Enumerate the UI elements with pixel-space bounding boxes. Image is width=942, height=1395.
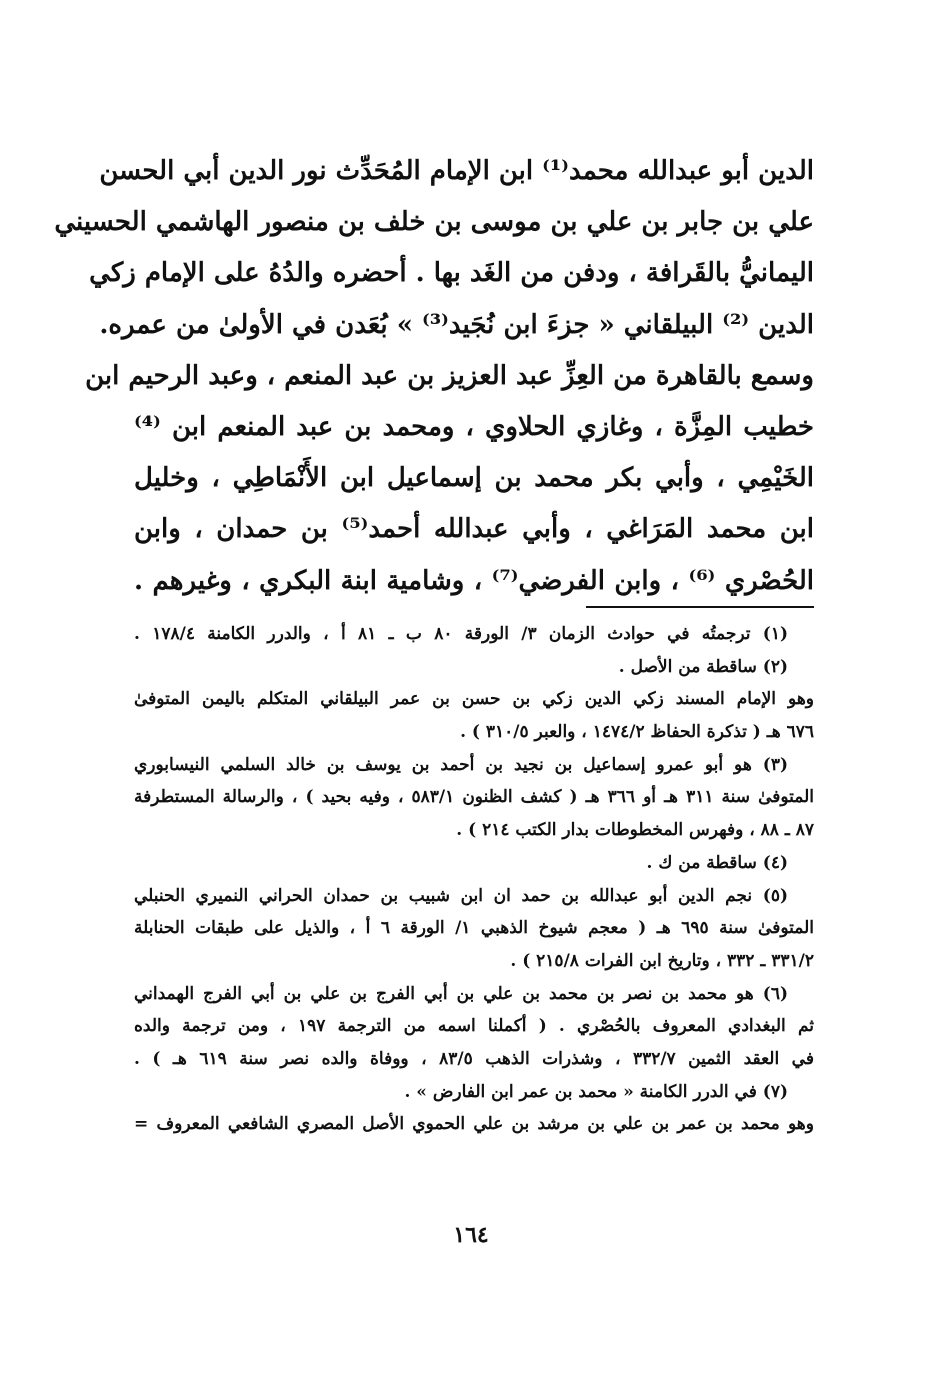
footnote-line: (٧) في الدرر الكامنة « محمد بن عمر ابن الفارض » .	[404, 1081, 788, 1102]
footnote-line: المتوفىٰ سنة ٦٩٥ هـ ( معجم شيوخ الذهبي ١/ الورقة ٦ أ ، والذيل على طبقات الحنابلة	[134, 918, 814, 939]
main-text-line: الخَيْمِي ، وأبي بكر محمد بن إسماعيل ابن الأَنْمَاطِي ، وخليل	[134, 463, 814, 494]
footnote-line: ٣٣١/٢ ـ ٣٣٢ ، وتاريخ ابن الفرات ٢١٥/٨ ) .	[510, 950, 814, 971]
footnote-line: وهو الإمام المسند زكي الدين زكي بن حسن بن عمر البيلقاني المتكلم باليمن المتوفىٰ	[134, 689, 814, 710]
footnote-line: ٦٧٦ هـ ( تذكرة الحفاظ ١٤٧٤/٢ ، والعبر ٣١٠/٥ ) .	[460, 722, 814, 743]
footnote-line: ٨٧ ـ ٨٨ ، وفهرس المخطوطات بدار الكتب ٢١٤ ) .	[456, 820, 814, 841]
main-text-block	[54, 146, 815, 607]
footnote-line: (١) ترجمتُه في حوادث الزمان ٣/ الورقة ٨٠ ب ـ ٨١ أ ، والدرر الكامنة ١٧٨/٤ .	[134, 624, 788, 644]
main-text-line: وسمع بالقاهرة من العِزِّ عبد العزيز بن عبد المنعم ، وعبد الرحيم ابن	[85, 360, 814, 391]
main-text-line: خطيب المِزَّة ، وغازي الحلاوي ، ومحمد بن عبد المنعم ابن ⁽⁴⁾	[134, 411, 814, 442]
footnote-line: وهو محمد بن عمر بن علي بن مرشد بن علي الحموي الأصل المصري الشافعي المعروف =	[134, 1114, 814, 1135]
main-text-line: علي بن جابر بن علي بن موسى بن خلف بن منصور الهاشمي الحسيني	[54, 207, 814, 238]
footnotes-block	[134, 618, 814, 1141]
footnote-line: (٢) ساقطة من الأصل .	[618, 656, 788, 677]
footnote-line: (٥) نجم الدين أبو عبدالله بن حمد ان ابن شبيب بن حمدان الحراني النميري الحنبلي	[134, 885, 788, 906]
main-text-line: الدين ⁽²⁾ البيلقاني « جزءَ ابن نُجَيد⁽³⁾ » بُعَدن في الأولىٰ من عمره.	[99, 309, 814, 340]
main-text-line: الحُصْري ⁽⁶⁾ ، وابن الفرضي⁽⁷⁾ ، وشامية ابنة البكري ، وغيرهم .	[134, 565, 814, 596]
footnote-line: (٤) ساقطة من ك .	[646, 852, 788, 873]
footnote-line: (٣) هو أبو عمرو إسماعيل بن نجيد بن أحمد بن يوسف بن خالد السلمي النيسابوري	[134, 754, 788, 775]
footnote-line: ثم البغدادي المعروف بالحُصْري . ( أكملنا اسمه من الترجمة ١٩٧ ، ومن ترجمة والده	[134, 1016, 815, 1037]
footnote-divider	[586, 606, 814, 608]
main-text-line: اليمانيُّ بالقَرافة ، ودفن من الغَد بها . أحضره والدُهُ على الإمام زكي	[89, 258, 814, 289]
page-number: ١٦٤	[453, 1222, 489, 1248]
main-text-line: ابن محمد المَرَاغي ، وأبي عبدالله أحمد⁽⁵⁾ بن حمدان ، وابن	[134, 514, 815, 545]
main-text-line: الدين أبو عبدالله محمد⁽¹⁾ ابن الإمام المُحَدِّث نور الدين أبي الحسن	[99, 156, 814, 186]
footnote-line: (٦) هو محمد بن نصر بن محمد بن علي بن أبي الفرج بن علي بن أبي الفرج الهمداني	[134, 983, 788, 1004]
footnote-line: المتوفىٰ سنة ٣١١ هـ أو ٣٦٦ هـ ( كشف الظنون ٥٨٣/١ ، وفيه بحيد ) ، والرسالة المستطرفة	[134, 787, 815, 808]
footnote-line: في العقد الثمين ٣٣٢/٧ ، وشذرات الذهب ٨٣/٥ ، ووفاة والده نصر سنة ٦١٩ هـ ) .	[134, 1048, 814, 1069]
